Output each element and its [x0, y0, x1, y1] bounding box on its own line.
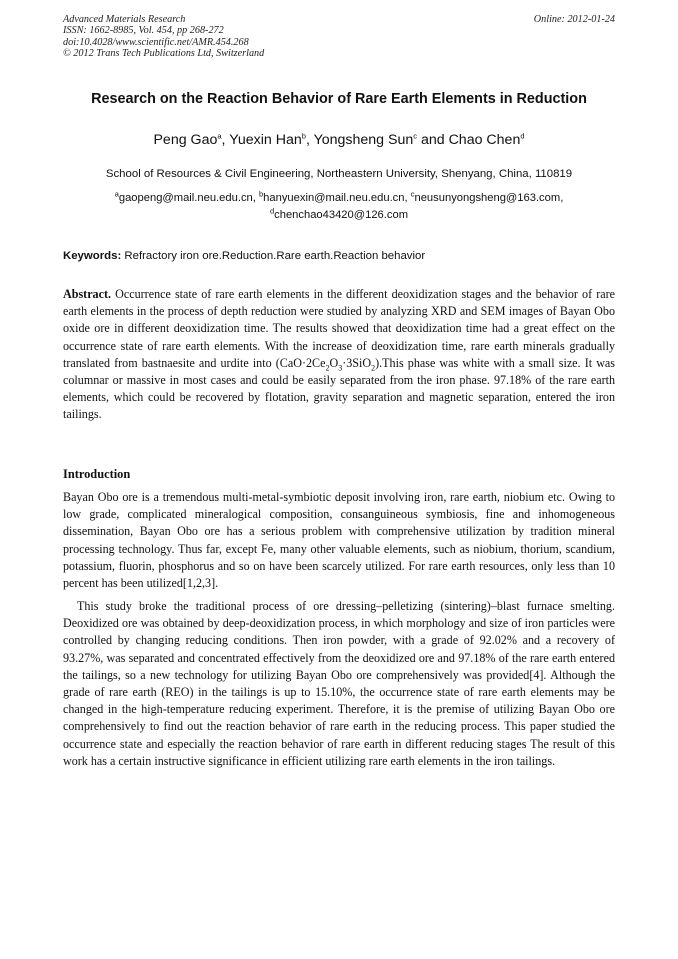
email-mark: c	[410, 189, 415, 199]
author-separator: ,	[221, 132, 230, 148]
author-name: Peng Gao	[153, 132, 218, 148]
author-separator: ,	[305, 132, 314, 148]
author-affil-mark: a	[217, 131, 222, 141]
email-separator: ,	[404, 192, 411, 204]
keywords-text: Refractory iron ore.Reduction.Rare earth.Reaction behavior	[121, 250, 426, 262]
formula-subscript: 3	[338, 363, 343, 373]
author-affil-mark: b	[301, 131, 306, 141]
author-affil-mark: d	[520, 131, 525, 141]
abstract-text: ).This phase was white with a small size. It was columnar or massive in most cases and could be easily separated from the iron phase. 97.18% of the rare earth elements, which could be recovered by flotation, gravity separation and magnetic separation, entered the iron tailings.	[63, 355, 615, 422]
author-name: Chao Chen	[448, 132, 521, 148]
email-link[interactable]: neusunyongsheng@163.com	[414, 192, 561, 204]
email-link[interactable]: gaopeng@mail.neu.edu.cn	[118, 192, 253, 204]
email-list	[40, 190, 638, 224]
email-separator: ,	[252, 192, 259, 204]
keywords	[63, 249, 615, 264]
intro-paragraph: Bayan Obo ore is a tremendous multi-metal-symbiotic deposit involving iron, rare earth, niobium etc. Owing to low grade, complicated mineralogical composition, consanguineous symbiosis, fine and inhomogeneous dissemination, Bayan Obo ore has a serious problem with comprehensive utilization by tradition mineral processing technology. Thus far, except Fe, many other valuable elements, such as niobium, thorium, scandium, potassium, fluorin, phosphorus and so on have been scarcely utilized. For rare earth resources, only less than 10 percent has been utilized[1,2,3].	[63, 490, 615, 591]
journal-header	[63, 14, 615, 60]
journal-doi: doi:10.4028/www.scientific.net/AMR.454.268	[63, 36, 249, 48]
affiliation: School of Resources & Civil Engineering, Northeastern University, Shenyang, China, 110819	[105, 168, 573, 180]
author-name: Yuexin Han	[229, 132, 302, 148]
keywords-label: Keywords:	[63, 250, 122, 262]
abstract	[63, 286, 615, 424]
abstract-text: O	[329, 355, 339, 370]
author-conjunction: and	[417, 132, 449, 148]
formula-subscript: 2	[325, 363, 330, 373]
author-name: Yongsheng Sun	[313, 132, 414, 148]
email-mark: a	[114, 189, 119, 199]
journal-issn: ISSN: 1662-8985, Vol. 454, pp 268-272	[63, 25, 224, 37]
online-date: Online: 2012-01-24	[533, 14, 615, 25]
abstract-label: Abstract.	[63, 287, 112, 301]
email-separator: ,	[560, 192, 564, 204]
email-mark: b	[258, 189, 264, 199]
abstract-text: ·3SiO	[342, 355, 372, 370]
email-link[interactable]: hanyuexin@mail.neu.edu.cn	[263, 192, 405, 204]
paper-title: Research on the Reaction Behavior of Rare Earth Elements in Reduction	[91, 91, 587, 107]
author-affil-mark: c	[413, 131, 417, 141]
journal-name: Advanced Materials Research	[63, 14, 186, 25]
email-mark: d	[269, 206, 275, 216]
section-heading: Introduction	[63, 467, 131, 481]
formula-subscript: 2	[371, 363, 376, 373]
author-list	[40, 131, 638, 149]
intro-paragraph: This study broke the traditional process of ore dressing–pelletizing (sintering)–blast furnace smelting. Deoxidized ore was obtained by deep-deoxidization process, in which morphology and size of iron particles were controlled by changing reducing conditions. Then iron powder, with a grade of 92.02% and a recovery of 93.27%, was separated and concentrated effectively from the deoxidized ore and 97.18% of the rare earth entered the tailings, so a new technology for utilizing Bayan Obo ore comprehensively was provided[4]. Although the grade of rare earth (REO) in the tailings is up to 15.10%, the occurrence state of rare earth elements may be changed in the high-temperature reducing experiment. Therefore, it is the premise of utilizing Bayan Obo ore comprehensively to find out the reaction behavior of rare earth in the reducing process. This paper studied the occurrence state and especially the reaction behavior of rare earth in different reducing stages The result of this work has a certain instructive significance in efficient utilizing rare earth elements in the iron tailings.	[63, 599, 615, 768]
abstract-text: Occurrence state of rare earth elements in the different deoxidization stages and the behavior of rare earth elements in the process of depth reduction were studied by analyzing XRD and SEM images of Bayan Obo oxide ore in different deoxidization time. The results showed that deoxidization time had a great effect on the occurrence state of rare earth elements. With the increase of deoxidization time, rare earth minerals gradually translated from bastnaesite and urdite into (CaO·2Ce	[63, 287, 615, 370]
email-link[interactable]: chenchao43420@126.com	[274, 209, 409, 221]
journal-copyright: © 2012 Trans Tech Publications Ltd, Switzerland	[63, 48, 265, 60]
